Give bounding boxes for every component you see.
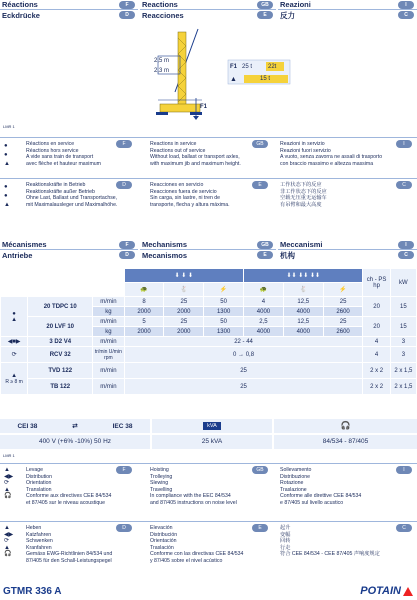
header-title-gb: Reactions [142, 0, 178, 9]
kva-value: 25 kVA [152, 435, 272, 449]
table-row: TB 122 m/min 25 2 x 2 2 x 1,5 [1, 379, 417, 395]
headphones-icon: 🎧 [274, 419, 417, 433]
speed-fast-icon: ⚡ [323, 283, 363, 297]
legend-de: Heben Katzfahren Schwenken Kranfahren Gemäss EWG-Richtlinien 84/534 und 87/405 für den Schall-Leistungspegel [26, 525, 113, 564]
lang-tag-d: D [116, 524, 132, 532]
header-title-de: Eckdrücke [2, 10, 40, 20]
header-title-fr: Réactions [2, 0, 38, 9]
speed-fast-icon: ⚡ [204, 283, 244, 297]
row-label: 20 LVF 10 [28, 317, 93, 337]
mech-col-i-c [278, 240, 417, 262]
reactions-es: Reacciones en servicio Reacciones fuera de servicio Sin carga, sin lastre, ni tren de transporte, flecha y altura máxima. [150, 182, 230, 208]
legend-fr: Levage Distribution Orientation Translation Conforme aux directives CEE 84/534 et 87/405 sur le niveau acoustique [26, 467, 112, 506]
lang-tag-i: I [398, 241, 414, 249]
mech-title-it: Meccanismi [280, 240, 323, 249]
load-25t: 25 t [242, 64, 253, 70]
table-row: 20 LVF 10 m/min 5 25 50 2,5 12,5 25 20 15 [1, 317, 417, 327]
lmr-label-top: LMR 1 [3, 124, 15, 129]
mechanisms-header [0, 240, 417, 260]
lang-tag-d: D [116, 181, 132, 189]
table-icon-header-row [1, 269, 417, 283]
lang-tag-f: F [119, 1, 135, 9]
legend-it: Sollevamento Distribuzione Rotazione Traslazione Conforme alle direttive CEE 84/534 e 87/405 sul livello acustico [280, 467, 362, 506]
lang-tag-f: F [116, 466, 132, 474]
mech-col-fr-de [0, 240, 138, 262]
slew-icon: ⟳ [1, 347, 28, 363]
lang-tag-c: C [396, 181, 412, 189]
lang-tag-d: D [119, 251, 135, 259]
table-row: ▲ R ≥ 8 m TVD 122 m/min 25 2 x 2 2 x 1,5 [1, 363, 417, 379]
lang-tag-gb: GB [252, 466, 268, 474]
table-row: ⟳ RCV 32 tr/min U/min rpm 0 → 0,8 4 3 [1, 347, 417, 363]
legend-icons: ▲ ◀▶ ⟳ ▲ 🎧 [4, 467, 14, 499]
brand-logo [360, 585, 413, 597]
legend-block-1 [0, 463, 417, 519]
lang-tag-f: F [116, 140, 132, 148]
mech-title-gb: Mechanisms [142, 240, 188, 249]
reactions-it: Reazioni in servizio Reazioni fuori servizio A vuoto, senza zavorra ne assali di trasporto con braccio massimo e altezza massima [280, 141, 383, 167]
load-22t: 22t [268, 64, 277, 70]
table-speed-icon-row [1, 283, 417, 297]
lang-tag-e: E [257, 11, 273, 19]
travel-icon: ▲ R ≥ 8 m [1, 363, 28, 395]
lang-tag-e: E [257, 251, 273, 259]
lang-tag-gb: GB [252, 140, 268, 148]
mech-col-gb-e [140, 240, 276, 262]
header-col-i-c [278, 0, 417, 22]
f1-arrow-label: F1 [200, 104, 208, 110]
model-name: GTMR 336 A [3, 586, 62, 597]
reactions-fr: Réactions en service Réactions hors service A vide sans train de transport avec flèche et hauteur maximum [26, 141, 101, 167]
lang-tag-f: F [119, 241, 135, 249]
speed-slow-icon: 🐢 [124, 283, 164, 297]
legend-zh: 起升 变幅 回转 行走 符合 CEE 84/534 - CEE 87/405 声响度规定 [280, 525, 380, 557]
lang-tag-gb: GB [257, 1, 273, 9]
reactions-zh: 工作状态下的反应 非工作状态下的反应 空载无压重无运输车 有吊臂和最大高度 [280, 182, 327, 208]
legend-icons-2: ▲ ◀▶ ⟳ ▲ 🎧 [4, 525, 14, 557]
lang-tag-i: I [398, 1, 414, 9]
reactions-block-1 [0, 137, 417, 177]
row-label: 20 TDPC 10 [28, 297, 93, 317]
power-standards [0, 419, 150, 433]
header-title-zh: 反力 [280, 10, 295, 20]
hoist-1-fall-icon: ⬇ ⬇ ⬇ [124, 269, 243, 283]
norms-value: 84/534 - 87/405 [274, 435, 417, 449]
cei-label: CEI 38 [17, 422, 38, 430]
speed-medium-icon: 🐇 [283, 283, 323, 297]
lang-tag-d: D [119, 11, 135, 19]
table-row: kg 2000 2000 1300 4000 4000 2600 [1, 307, 417, 317]
reactions-block-2 [0, 178, 417, 218]
mechanisms-table [0, 268, 417, 395]
footer [0, 584, 417, 600]
header-col-fr-de [0, 0, 138, 22]
brand-name: POTAIN [360, 585, 401, 597]
legend-block-2 [0, 521, 417, 579]
trolley-icon: ◀■▶ [1, 337, 28, 347]
load-f1-label: F1 [230, 64, 238, 70]
lang-tag-e: E [252, 524, 268, 532]
lang-tag-i: I [396, 466, 412, 474]
warning-icon: ▲ [230, 76, 237, 83]
power-supply [0, 419, 417, 451]
kva-badge: kVA [203, 422, 221, 430]
lang-tag-c: C [398, 251, 414, 259]
legend-en: Hoisting Trolleying Slewing Travelling In compliance with the EEC 84/534 and 87/405 instructions on noise level [150, 467, 237, 506]
hoist-icon: ● ▲ [1, 297, 28, 337]
voltage-value: 400 V (+6% -10%) 50 Hz [0, 435, 150, 449]
load-15t: 15 t [260, 76, 271, 82]
mech-title-fr: Mécanismes [2, 240, 47, 249]
mech-title-zh: 机构 [280, 250, 295, 260]
reaction-icons-2: ● ● ▲ [4, 184, 10, 208]
lang-tag-e: E [252, 181, 268, 189]
ch-ps-hp-header: ch - PS hp [363, 269, 390, 297]
header-languages [0, 0, 417, 22]
dim-2-5m: 2,5 m [154, 58, 170, 64]
lang-tag-c: C [396, 524, 412, 532]
lang-tag-i: I [396, 140, 412, 148]
table-row: kg 2000 2000 1300 4000 4000 2600 [1, 327, 417, 337]
lang-tag-c: C [398, 11, 414, 19]
mech-title-es: Mecanismos [142, 250, 188, 260]
header-col-gb-e [140, 0, 276, 22]
header-title-it: Reazioni [280, 0, 311, 9]
reaction-icons: ● ● ▲ [4, 143, 10, 167]
kw-header: kW [390, 269, 416, 297]
table-row: ● ▲ 20 TDPC 10 m/min 8 25 50 4 12,5 25 20 15 [1, 297, 417, 307]
speed-slow-icon: 🐢 [244, 283, 284, 297]
kva-header [152, 419, 272, 433]
legend-es: Elevación Distribución Orientación Traslación Conforme con las directivas CEE 84/534 y 87/405 sobre el nivel acústico [150, 525, 244, 564]
reactions-en: Reactions in service Reactions out of service Without load, ballast or transport axles, with maximum jib and maximum height. [150, 141, 241, 167]
mech-title-de: Antriebe [2, 250, 33, 260]
hoist-2-fall-icon: ⬇⬇ ⬇⬇ ⬇⬇ [244, 269, 363, 283]
reactions-de: Reaktionskräfte in Betrieb Reaktionskräfte außer Betrieb Ohne Last, Ballast und Transportachse, mit Maximalausleger und Maximalhöhe. [26, 182, 118, 208]
table-row: ◀■▶ 3 D2 V4 m/min 22 - 44 4 3 [1, 337, 417, 347]
lmr-label-bottom: LMR 1 [3, 453, 15, 458]
crane-diagram [120, 24, 417, 134]
lang-tag-gb: GB [257, 241, 273, 249]
triangle-icon [403, 587, 413, 596]
iec-label: IEC 38 [112, 422, 133, 430]
header-title-es: Reacciones [142, 10, 184, 20]
speed-medium-icon: 🐇 [164, 283, 204, 297]
plug-icon: ⇄ [72, 423, 78, 430]
dim-2-3m: 2,3 m [154, 68, 170, 74]
